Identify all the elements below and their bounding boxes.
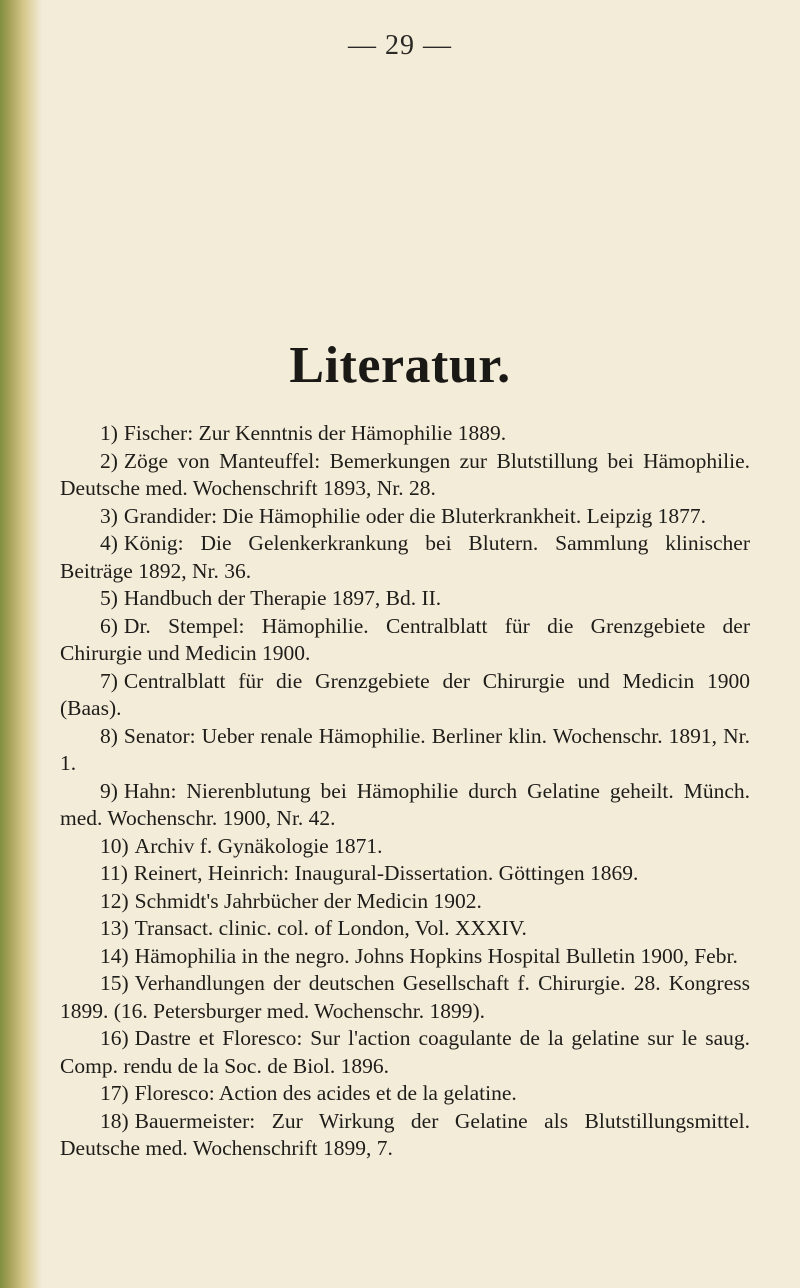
reference-number: 3) bbox=[100, 503, 118, 528]
reference-item bbox=[60, 970, 750, 1025]
reference-number: 1) bbox=[100, 421, 118, 445]
reference-number: 18) bbox=[100, 1108, 129, 1133]
reference-item bbox=[60, 1108, 750, 1163]
reference-text: Reinert, Heinrich: Inaugural-Dissertation. Göttingen 1869. bbox=[133, 861, 639, 885]
reference-number: 14) bbox=[100, 943, 129, 968]
reference-item bbox=[60, 1025, 750, 1080]
reference-item bbox=[60, 943, 750, 971]
reference-number: 15) bbox=[100, 971, 129, 995]
reference-item bbox=[60, 1080, 750, 1108]
reference-item bbox=[60, 668, 750, 723]
page-title: Literatur. bbox=[289, 337, 511, 394]
reference-text: Verhandlungen der deutschen Gesellschaft f. Chirurgie. 28. Kongress 1899. (16. Petersburger med. Wochenschr. 1899). bbox=[60, 971, 750, 1023]
reference-item bbox=[60, 778, 750, 833]
reference-text: Transact. clinic. col. of London, Vol. XXXIV. bbox=[134, 916, 527, 940]
reference-number: 5) bbox=[100, 586, 118, 610]
reference-number: 17) bbox=[100, 1081, 129, 1105]
reference-list bbox=[60, 420, 750, 1163]
reference-number: 13) bbox=[100, 916, 129, 940]
reference-number: 8) bbox=[100, 723, 118, 748]
reference-text: König: Die Gelenkerkrankung bei Blutern. Sammlung klinischer Beiträge 1892, Nr. 36. bbox=[60, 531, 750, 583]
reference-number: 7) bbox=[100, 668, 118, 693]
reference-number: 4) bbox=[100, 531, 118, 555]
reference-number: 16) bbox=[100, 1026, 129, 1050]
page-number: — 29 — bbox=[348, 30, 452, 61]
reference-text: Schmidt's Jahrbücher der Medicin 1902. bbox=[134, 888, 482, 913]
reference-item bbox=[60, 860, 750, 888]
reference-number: 10) bbox=[100, 833, 129, 858]
reference-item bbox=[60, 448, 750, 503]
reference-number: 12) bbox=[100, 888, 129, 913]
reference-item bbox=[60, 915, 750, 943]
reference-text: Hahn: Nierenblutung bei Hämophilie durch Gelatine geheilt. Münch. med. Wochenschr. 1900, Nr. 42. bbox=[60, 778, 750, 830]
reference-text: Grandider: Die Hämophilie oder die Bluterkrankheit. Leipzig 1877. bbox=[123, 503, 707, 528]
reference-item bbox=[60, 503, 750, 531]
reference-text: Centralblatt für die Grenzgebiete der Chirurgie und Medicin 1900 (Baas). bbox=[60, 668, 750, 720]
reference-text: Senator: Ueber renale Hämophilie. Berliner klin. Wochenschr. 1891, Nr. 1. bbox=[60, 723, 750, 775]
reference-number: 11) bbox=[100, 861, 128, 885]
reference-text: Archiv f. Gynäkologie 1871. bbox=[134, 833, 383, 858]
reference-number: 6) bbox=[100, 613, 118, 638]
reference-text: Zöge von Manteuffel: Bemerkungen zur Blutstillung bei Hämophilie. Deutsche med. Wochenschrift 1893, Nr. 28. bbox=[60, 448, 750, 500]
reference-item bbox=[60, 530, 750, 585]
reference-text: Bauermeister: Zur Wirkung der Gelatine als Blutstillungsmittel. Deutsche med. Wochenschrift 1899, 7. bbox=[60, 1108, 750, 1160]
reference-text: Hämophilia in the negro. Johns Hopkins Hospital Bulletin 1900, Febr. bbox=[134, 943, 738, 968]
reference-item bbox=[60, 585, 750, 613]
reference-item bbox=[60, 613, 750, 668]
reference-text: Dastre et Floresco: Sur l'action coagulante de la gelatine sur le saug. Comp. rendu de la Soc. de Biol. 1896. bbox=[60, 1026, 750, 1078]
reference-item bbox=[60, 723, 750, 778]
reference-item bbox=[60, 833, 750, 861]
reference-item bbox=[60, 888, 750, 916]
reference-item bbox=[60, 420, 750, 448]
reference-text: Dr. Stempel: Hämophilie. Centralblatt für die Grenzgebiete der Chirurgie und Medicin 1900. bbox=[60, 613, 750, 665]
reference-number: 9) bbox=[100, 778, 118, 803]
reference-text: Floresco: Action des acides et de la gelatine. bbox=[134, 1081, 517, 1105]
page-edge-shadow bbox=[0, 0, 42, 1288]
reference-number: 2) bbox=[100, 448, 118, 473]
reference-text: Fischer: Zur Kenntnis der Hämophilie 1889. bbox=[123, 421, 507, 445]
reference-text: Handbuch der Therapie 1897, Bd. II. bbox=[123, 586, 442, 610]
